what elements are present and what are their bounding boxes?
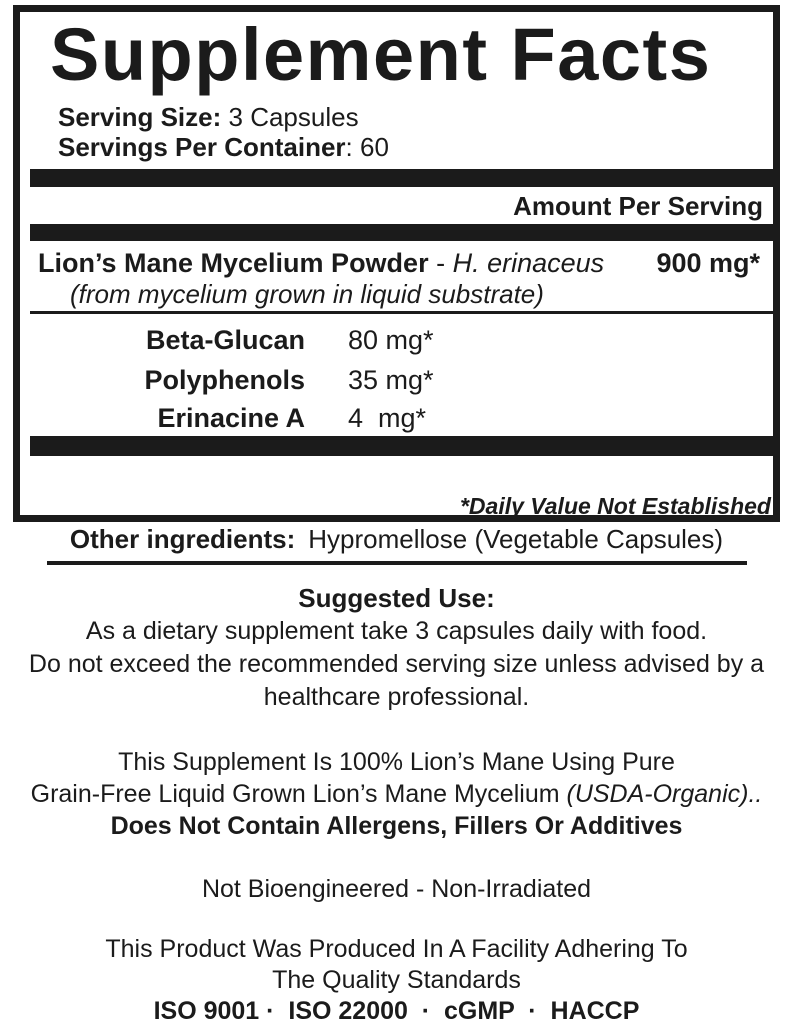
- claims-line-2-italic: (USDA-Organic)..: [566, 780, 763, 808]
- claims-line-1: This Supplement Is 100% Lion’s Mane Using Pure: [118, 748, 675, 776]
- thin-divider-rule: [30, 311, 773, 314]
- other-ingredients-line: [0, 526, 793, 553]
- other-ingredients-rule: [47, 561, 747, 565]
- thick-divider-bar-header: [30, 224, 773, 241]
- sub-ingredient-name: Polyphenols: [144, 365, 305, 395]
- panel-title: Supplement Facts: [50, 13, 712, 96]
- facility-line-1: This Product Was Produced In A Facility Adhering To: [105, 935, 688, 963]
- bioengineered-line: Not Bioengineered - Non-Irradiated: [201, 875, 592, 903]
- thick-divider-bar-bottom: [30, 436, 773, 456]
- main-ingredient-amount: 900 mg*: [656, 248, 760, 278]
- main-ingredient-species: H. erinaceus: [452, 248, 605, 278]
- thick-divider-bar-top: [30, 169, 773, 187]
- main-ingredient-source-note: (from mycelium grown in liquid substrate): [70, 279, 544, 309]
- servings-per-container-line: [58, 132, 773, 162]
- amount-per-serving-header: Amount Per Serving: [513, 191, 763, 221]
- facility-section: [0, 934, 793, 1024]
- sub-ingredient-amount: 80 mg*: [348, 325, 434, 355]
- suggested-use-line: Do not exceed the recommended serving size unless advised by a: [28, 650, 765, 678]
- quality-standards-line: ISO 9001 · ISO 22000 · cGMP · HACCP: [153, 997, 640, 1024]
- main-ingredient-separator: -: [428, 248, 453, 278]
- other-ingredients-label: Other ingredients:: [69, 524, 296, 554]
- claims-line-2-text: Grain-Free Liquid Grown Lion’s Mane Mycelium: [30, 780, 567, 808]
- servings-per-container-label: Servings Per Container: [58, 132, 346, 162]
- claims-line-3: Does Not Contain Allergens, Fillers Or Additives: [110, 812, 683, 840]
- main-ingredient-row: [38, 250, 760, 277]
- serving-size-line: [58, 102, 773, 132]
- daily-value-note: *Daily Value Not Established: [459, 493, 771, 519]
- serving-size-value: 3 Capsules: [221, 102, 359, 132]
- servings-per-container-value: : 60: [345, 132, 389, 162]
- purity-claims: [0, 746, 793, 842]
- sub-ingredient-name: Erinacine A: [157, 403, 305, 433]
- claims-line-2: [0, 778, 793, 810]
- sub-ingredient-row: [20, 326, 773, 354]
- other-ingredients-value: Hypromellose (Vegetable Capsules): [308, 524, 724, 554]
- sub-ingredient-row: [20, 404, 773, 432]
- sub-ingredient-amount: 4 mg*: [348, 403, 427, 433]
- main-ingredient-name: Lion’s Mane Mycelium Powder: [38, 248, 429, 278]
- supplement-facts-panel: [13, 5, 780, 522]
- sub-ingredient-row: [20, 366, 773, 394]
- facility-line-2: The Quality Standards: [272, 966, 521, 994]
- sub-ingredient-name: Beta-Glucan: [145, 325, 305, 355]
- suggested-use-heading: Suggested Use:: [298, 583, 495, 613]
- serving-size-label: Serving Size:: [58, 102, 222, 132]
- suggested-use-line: As a dietary supplement take 3 capsules daily with food.: [85, 617, 708, 645]
- suggested-use-line: healthcare professional.: [263, 683, 530, 711]
- main-ingredient-name-group: [38, 250, 604, 277]
- sub-ingredient-amount: 35 mg*: [348, 365, 434, 395]
- suggested-use-body: [0, 615, 793, 714]
